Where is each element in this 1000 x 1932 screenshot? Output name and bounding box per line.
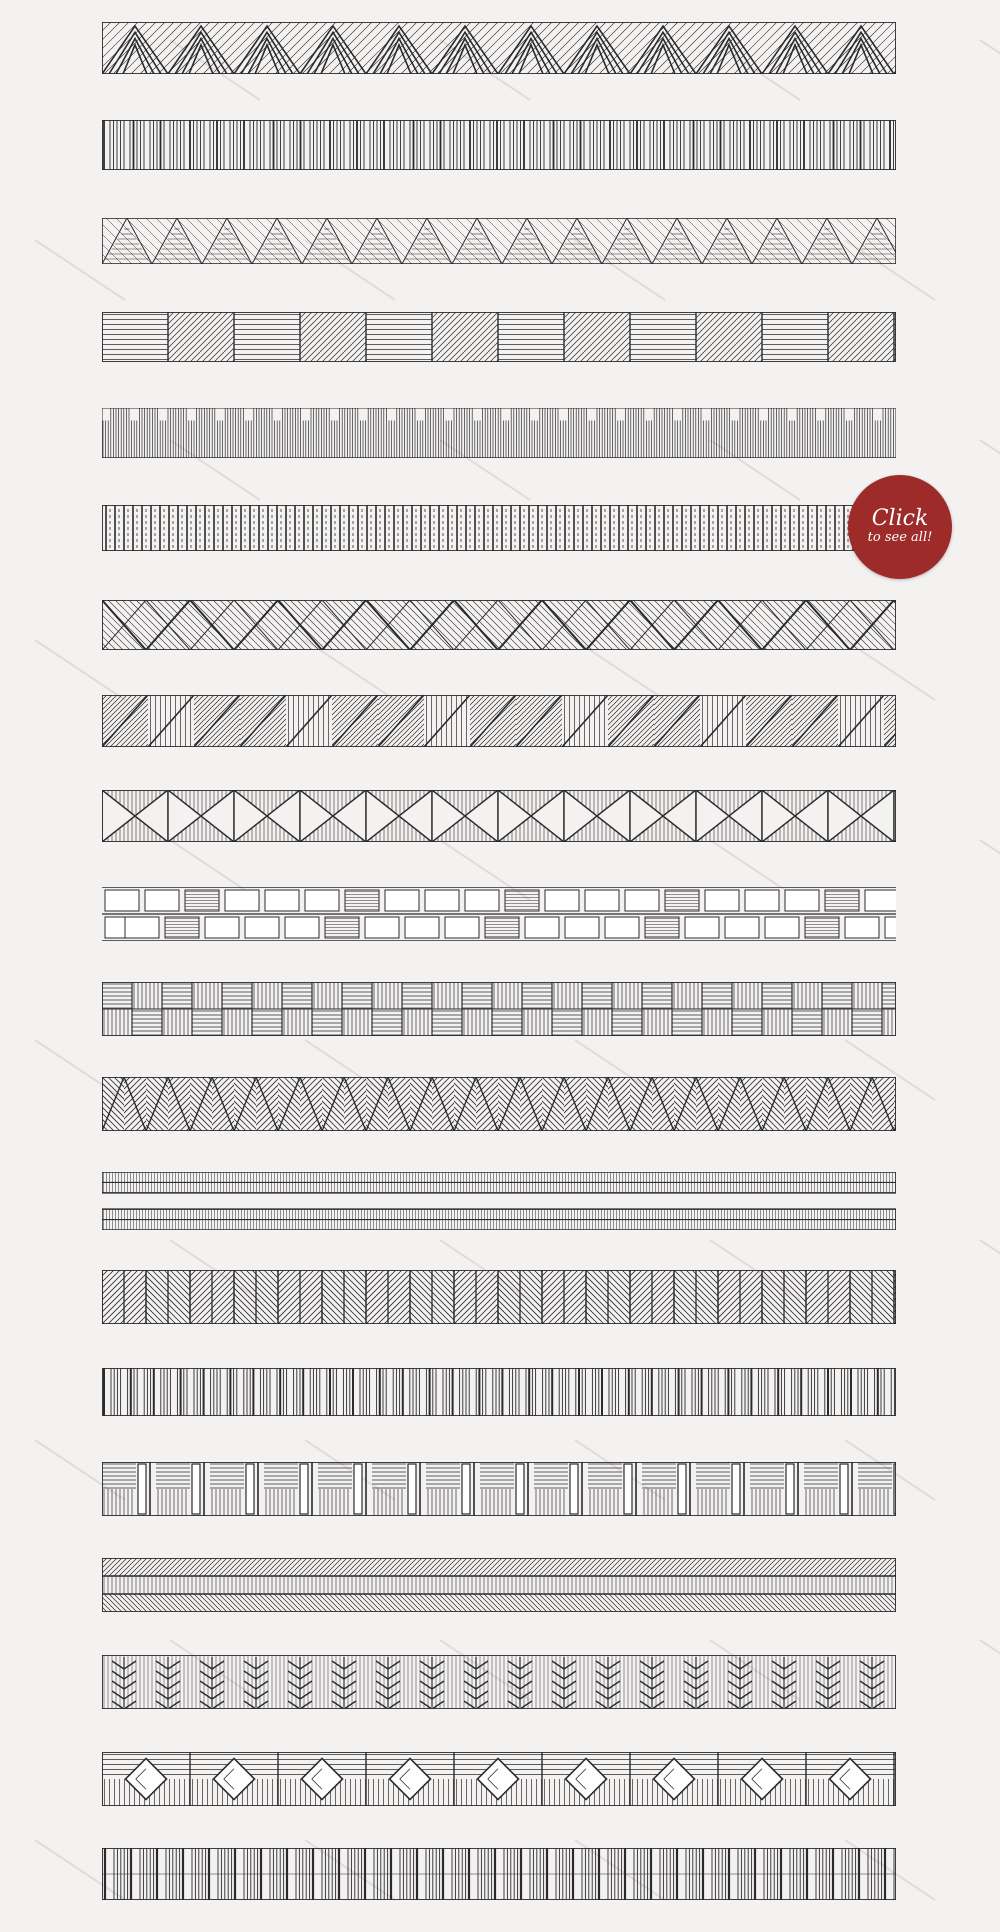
border-strip-verticals-2 — [102, 1368, 896, 1416]
pattern-graphic — [102, 1752, 896, 1806]
pattern-graphic — [102, 695, 896, 747]
border-strip-dashed-verticals — [102, 505, 896, 551]
border-strip-herringbone — [102, 1077, 896, 1131]
pattern-graphic — [102, 22, 896, 74]
border-strip-diagonal-squares — [102, 1270, 896, 1324]
border-strip-chevron-up — [102, 22, 896, 74]
pattern-graphic — [102, 1172, 896, 1230]
pattern-graphic — [102, 1368, 896, 1416]
pattern-graphic — [102, 982, 896, 1036]
pattern-graphic — [102, 600, 896, 650]
border-strip-leaf-chevrons — [102, 1655, 896, 1709]
pattern-graphic — [102, 790, 896, 842]
border-strip-double-bands — [102, 1172, 896, 1230]
see-all-badge[interactable] — [848, 475, 952, 579]
border-strip-bars-and-blocks — [102, 1462, 896, 1516]
border-strip-diagonal-blocks — [102, 695, 896, 747]
border-strip-zigzag-x — [102, 600, 896, 650]
pattern-graphic — [102, 1270, 896, 1324]
pattern-graphic — [102, 505, 896, 551]
border-strip-hatched-triangles — [102, 218, 896, 264]
badge-line-1: Click — [871, 506, 929, 531]
border-strip-alternating-blocks — [102, 312, 896, 362]
pattern-graphic — [102, 887, 896, 941]
border-strip-brick-row — [102, 887, 896, 941]
pattern-graphic — [102, 218, 896, 264]
border-strip-final-verticals — [102, 1848, 896, 1900]
pattern-graphic — [102, 1848, 896, 1900]
border-strip-dense-verticals — [102, 408, 896, 458]
badge-line-2: to see all! — [867, 530, 933, 545]
pattern-graphic — [102, 312, 896, 362]
border-strip-diamond-squares — [102, 1752, 896, 1806]
pattern-graphic — [102, 1077, 896, 1131]
pattern-graphic — [102, 120, 896, 170]
border-strip-parquet-blocks — [102, 982, 896, 1036]
border-strip-diamond-bowtie — [102, 790, 896, 842]
pattern-graphic — [102, 1558, 896, 1612]
border-strip-vertical-lines — [102, 120, 896, 170]
pattern-graphic — [102, 408, 896, 458]
pattern-graphic — [102, 1655, 896, 1709]
border-strip-triple-bands — [102, 1558, 896, 1612]
pattern-graphic — [102, 1462, 896, 1516]
